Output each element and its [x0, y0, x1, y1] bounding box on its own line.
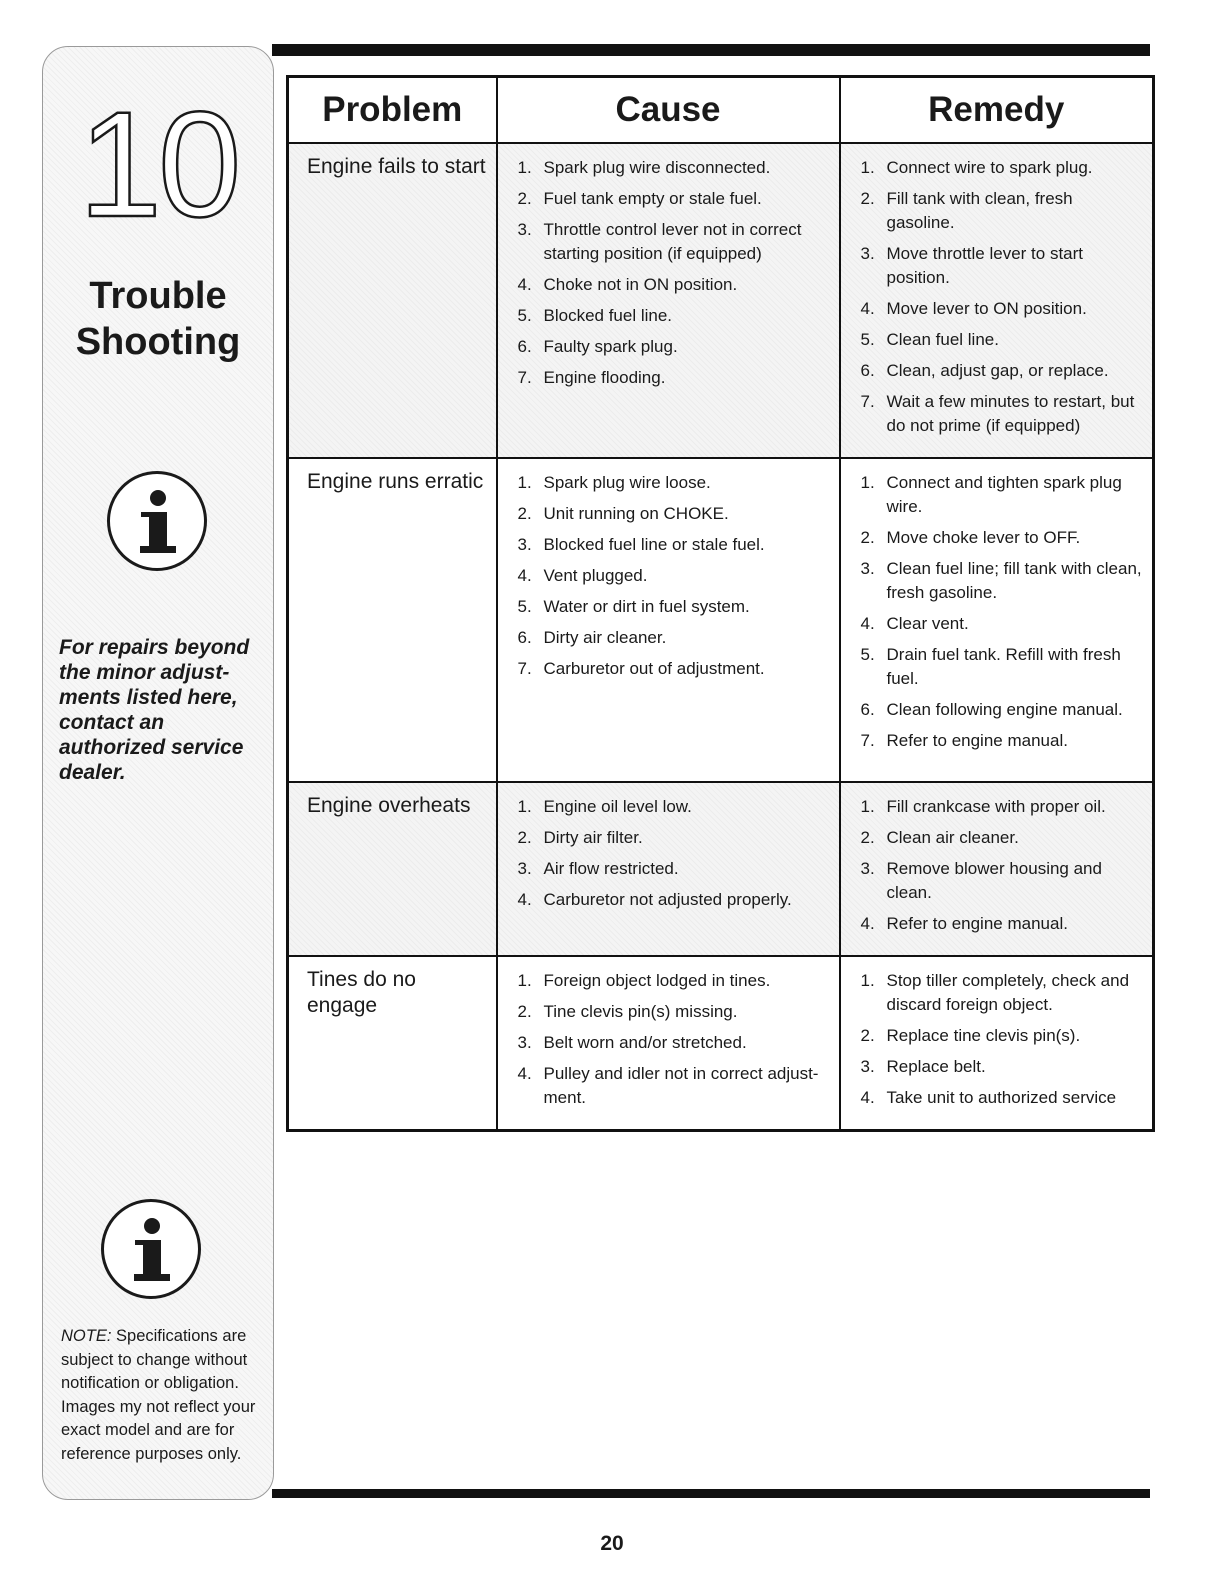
item-number: 4.: [517, 890, 532, 909]
item-number: 5.: [860, 330, 875, 349]
item-number: 5.: [517, 306, 532, 325]
item-text: Throttle control lever not in correct starting position (if equipped): [543, 220, 802, 263]
item-number: 4.: [860, 914, 875, 933]
item-number: 2.: [860, 189, 875, 208]
cause-cell: [497, 143, 840, 458]
item-text: Faulty spark plug.: [543, 337, 678, 356]
remedy-item: [861, 1055, 1145, 1079]
item-text: Vent plugged.: [543, 566, 648, 585]
remedy-item: [861, 156, 1145, 180]
item-number: 7.: [517, 368, 532, 387]
item-text: Carburetor not adjusted properly.: [543, 890, 792, 909]
cause-item: [518, 471, 831, 495]
troubleshooting-table: [286, 75, 1155, 1132]
remedy-item: [861, 698, 1145, 722]
item-text: Engine flooding.: [543, 368, 666, 387]
item-number: 7.: [860, 392, 875, 411]
cause-item: [518, 533, 831, 557]
item-text: Take unit to authorized service: [886, 1088, 1117, 1107]
specs-note-lead: NOTE:: [61, 1327, 112, 1345]
cause-list: [498, 144, 839, 409]
item-number: 2.: [517, 504, 532, 523]
item-number: 1.: [860, 473, 875, 492]
problem-cell: Engine fails to start: [288, 143, 497, 458]
cause-item: [518, 218, 831, 266]
remedy-item: [861, 912, 1145, 936]
item-text: Dirty air cleaner.: [543, 628, 667, 647]
header-row: [288, 77, 1154, 144]
item-number: 1.: [860, 158, 875, 177]
item-text: Stop tiller completely, check and discard foreign object.: [886, 971, 1130, 1014]
cause-item: [518, 273, 831, 297]
cause-item: [518, 564, 831, 588]
item-text: Fill tank with clean, fresh gasoline.: [886, 189, 1073, 232]
table-row: [288, 458, 1154, 782]
item-number: 4.: [517, 275, 532, 294]
cause-list: [498, 783, 839, 931]
cause-item: [518, 857, 831, 881]
remedy-cell: [840, 956, 1154, 1131]
item-text: Tine clevis pin(s) missing.: [543, 1002, 738, 1021]
remedy-item: [861, 643, 1145, 691]
header-cause: Cause: [497, 77, 840, 144]
cause-item: [518, 888, 831, 912]
item-text: Spark plug wire loose.: [543, 473, 711, 492]
item-number: 2.: [517, 828, 532, 847]
cause-item: [518, 366, 831, 390]
remedy-item: [861, 729, 1145, 753]
section-title: [43, 273, 273, 365]
remedy-item: [861, 359, 1145, 383]
item-text: Move throttle lever to start position.: [886, 244, 1084, 287]
sidebar-panel: [42, 46, 274, 1500]
remedy-cell: [840, 458, 1154, 782]
item-number: 5.: [860, 645, 875, 664]
remedy-item: [861, 969, 1145, 1017]
item-number: 3.: [517, 859, 532, 878]
item-number: 6.: [860, 700, 875, 719]
remedy-item: [861, 526, 1145, 550]
item-number: 4.: [517, 1064, 532, 1083]
header-remedy: Remedy: [840, 77, 1154, 144]
repairs-note: For repairs beyond the minor adjust-ments listed here, contact an authorized service dealer.: [59, 636, 250, 784]
remedy-item: [861, 187, 1145, 235]
remedy-cell: [840, 782, 1154, 956]
cause-item: [518, 304, 831, 328]
item-text: Clear vent.: [886, 614, 969, 633]
item-text: Belt worn and/or stretched.: [543, 1033, 747, 1052]
table-row: [288, 956, 1154, 1131]
problem-cell: Engine overheats: [288, 782, 497, 956]
cause-item: [518, 795, 831, 819]
item-number: 2.: [517, 1002, 532, 1021]
item-text: Replace tine clevis pin(s).: [886, 1026, 1081, 1045]
cause-cell: [497, 956, 840, 1131]
remedy-item: [861, 242, 1145, 290]
cause-cell: [497, 458, 840, 782]
item-text: Connect wire to spark plug.: [886, 158, 1093, 177]
item-number: 1.: [860, 971, 875, 990]
item-text: Clean fuel line.: [886, 330, 999, 349]
item-text: Move lever to ON position.: [886, 299, 1087, 318]
specs-note-body: Specifications are subject to change without notification or obligation. Images my not reflect your exact model and are for reference purposes only.: [61, 1327, 256, 1463]
item-text: Fill crankcase with proper oil.: [886, 797, 1106, 816]
cause-list: [498, 957, 839, 1129]
item-number: 3.: [860, 1057, 875, 1076]
item-text: Foreign object lodged in tines.: [543, 971, 771, 990]
cause-item: [518, 502, 831, 526]
item-number: 4.: [860, 1088, 875, 1107]
item-number: 1.: [517, 797, 532, 816]
item-text: Water or dirt in fuel system.: [543, 597, 750, 616]
remedy-item: [861, 328, 1145, 352]
info-icon-note: [101, 1199, 201, 1299]
item-number: 3.: [860, 559, 875, 578]
item-text: Fuel tank empty or stale fuel.: [543, 189, 762, 208]
item-text: Move choke lever to OFF.: [886, 528, 1081, 547]
item-text: Clean following engine manual.: [886, 700, 1123, 719]
item-text: Refer to engine manual.: [886, 914, 1068, 933]
item-number: 3.: [517, 535, 532, 554]
item-number: 1.: [860, 797, 875, 816]
cause-cell: [497, 782, 840, 956]
item-number: 3.: [517, 220, 532, 239]
cause-item: [518, 1000, 831, 1024]
cause-item: [518, 969, 831, 993]
item-text: Connect and tighten spark plug wire.: [886, 473, 1122, 516]
table-body: [288, 143, 1154, 1131]
cause-item: [518, 187, 831, 211]
item-text: Blocked fuel line or stale fuel.: [543, 535, 765, 554]
item-number: 1.: [517, 473, 532, 492]
cause-item: [518, 657, 831, 681]
item-number: 7.: [517, 659, 532, 678]
remedy-item: [861, 1024, 1145, 1048]
item-number: 3.: [860, 244, 875, 263]
page-number: 20: [600, 1532, 624, 1555]
cause-item: [518, 156, 831, 180]
item-text: Refer to engine manual.: [886, 731, 1068, 750]
item-text: Pulley and idler not in correct adjust-ment.: [543, 1064, 819, 1107]
item-number: 5.: [517, 597, 532, 616]
item-number: 1.: [517, 158, 532, 177]
remedy-list: [841, 957, 1153, 1129]
bottom-rule: [272, 1489, 1150, 1498]
cause-item: [518, 335, 831, 359]
item-number: 4.: [517, 566, 532, 585]
remedy-item: [861, 1086, 1145, 1110]
item-text: Clean air cleaner.: [886, 828, 1019, 847]
item-number: 6.: [517, 337, 532, 356]
item-number: 2.: [517, 189, 532, 208]
cause-item: [518, 826, 831, 850]
remedy-item: [861, 557, 1145, 605]
info-icon: [107, 471, 207, 571]
item-text: Drain fuel tank. Refill with fresh fuel.: [886, 645, 1121, 688]
cause-list: [498, 459, 839, 700]
remedy-item: [861, 795, 1145, 819]
item-text: Blocked fuel line.: [543, 306, 673, 325]
cause-item: [518, 1062, 831, 1110]
item-text: Remove blower housing and clean.: [886, 859, 1102, 902]
problem-cell: Engine runs erratic: [288, 458, 497, 782]
item-number: 3.: [517, 1033, 532, 1052]
item-text: Unit running on CHOKE.: [543, 504, 729, 523]
remedy-item: [861, 612, 1145, 636]
problem-cell: Tines do no engage: [288, 956, 497, 1131]
remedy-item: [861, 297, 1145, 321]
remedy-list: [841, 459, 1153, 772]
item-text: Engine oil level low.: [543, 797, 692, 816]
remedy-list: [841, 144, 1153, 457]
remedy-list: [841, 783, 1153, 955]
item-text: Choke not in ON position.: [543, 275, 738, 294]
table-row: [288, 143, 1154, 458]
item-text: Air flow restricted.: [543, 859, 679, 878]
cause-item: [518, 626, 831, 650]
header-problem: Problem: [288, 77, 497, 144]
remedy-cell: [840, 143, 1154, 458]
item-text: Clean fuel line; fill tank with clean, fresh gasoline.: [886, 559, 1142, 602]
item-number: 3.: [860, 859, 875, 878]
remedy-item: [861, 390, 1145, 438]
item-text: Carburetor out of adjustment.: [543, 659, 765, 678]
item-number: 2.: [860, 1026, 875, 1045]
remedy-item: [861, 471, 1145, 519]
item-text: Replace belt.: [886, 1057, 986, 1076]
item-text: Clean, adjust gap, or replace.: [886, 361, 1109, 380]
item-text: Wait a few minutes to restart, but do not prime (if equipped): [886, 392, 1135, 435]
item-number: 7.: [860, 731, 875, 750]
section-title-text: Trouble Shooting: [75, 275, 241, 363]
cause-item: [518, 1031, 831, 1055]
cause-item: [518, 595, 831, 619]
item-number: 4.: [860, 614, 875, 633]
specifications-note: [61, 1325, 267, 1466]
chapter-number: 10: [78, 80, 238, 248]
table-row: [288, 782, 1154, 956]
item-number: 2.: [860, 528, 875, 547]
top-rule: [272, 44, 1150, 56]
remedy-item: [861, 857, 1145, 905]
item-number: 1.: [517, 971, 532, 990]
item-number: 4.: [860, 299, 875, 318]
remedy-item: [861, 826, 1145, 850]
item-number: 2.: [860, 828, 875, 847]
item-text: Spark plug wire disconnected.: [543, 158, 771, 177]
item-number: 6.: [860, 361, 875, 380]
item-text: Dirty air filter.: [543, 828, 643, 847]
item-number: 6.: [517, 628, 532, 647]
